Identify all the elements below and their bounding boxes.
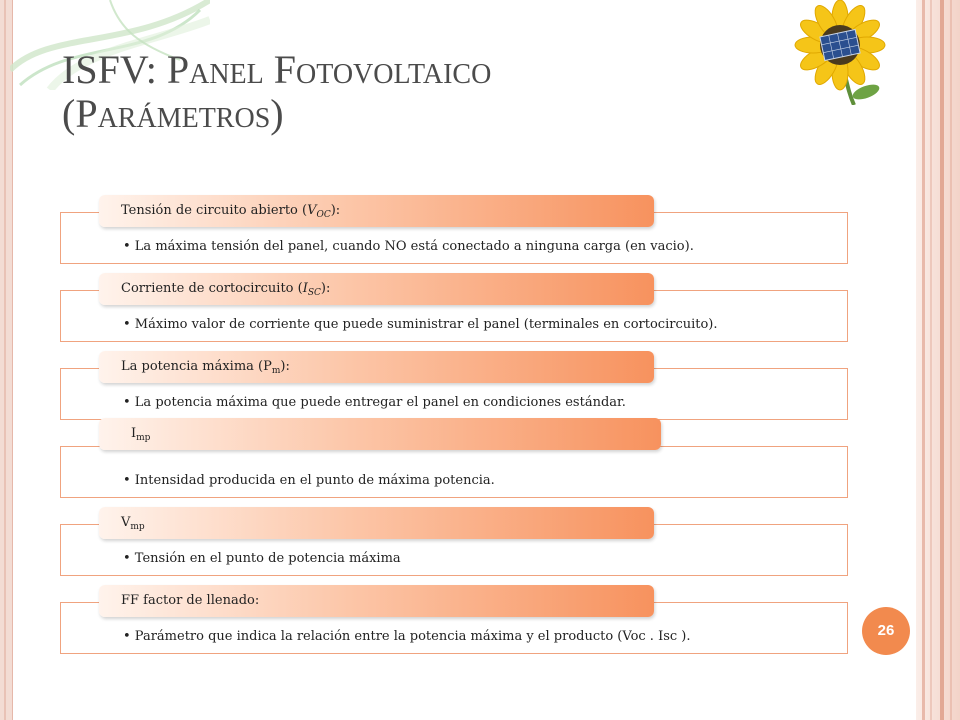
parameter-label-vmp: $V_{mp}$ (99, 507, 654, 539)
right-frame-border (916, 0, 960, 720)
parameter-label-pm: La potencia máxima $(P_m)$: (99, 351, 654, 383)
sunflower-solar-panel-image (770, 0, 910, 105)
parameter-label-isc: Corriente de cortocircuito $(I_{SC})$: (99, 273, 654, 305)
parameter-label-imp: $I_{mp}$ (99, 418, 661, 450)
parameter-label-ff: FF factor de llenado: (99, 585, 654, 617)
parameter-row-imp (60, 446, 848, 498)
parameter-label-voc: Tensión de circuito abierto $(V_{OC})$: (99, 195, 654, 227)
slide-title: ISFV: Panel Fotovoltaico (Parámetros) (62, 47, 492, 136)
left-frame-border (0, 0, 13, 720)
parameter-description: • Parámetro que indica la relación entre la potencia máxima y el producto (Voc . Isc ). (123, 629, 691, 644)
parameter-description: • Máximo valor de corriente que puede suministrar el panel (terminales en cortocircuito). (123, 317, 718, 332)
parameter-description: • Intensidad producida en el punto de máxima potencia. (123, 473, 495, 488)
parameter-description: • La potencia máxima que puede entregar el panel en condiciones estándar. (123, 395, 626, 410)
parameter-description: • La máxima tensión del panel, cuando NO está conectado a ninguna carga (en vacio). (123, 239, 694, 254)
page-number-badge: 26 (862, 607, 910, 655)
parameter-description: • Tensión en el punto de potencia máxima (123, 551, 401, 566)
